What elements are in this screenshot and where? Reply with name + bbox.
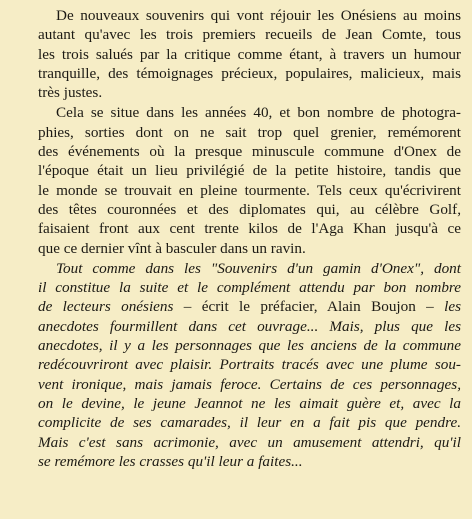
text-line: autant qu'avec les trois premiers recueils de Jean Comte, tous bbox=[38, 26, 461, 44]
text-line: il constitue la suite et le complément attendu par bon nombre bbox=[38, 279, 461, 297]
paragraph-context bbox=[20, 103, 461, 257]
text-line: se remémore les crasses qu'il leur a faites... bbox=[38, 452, 303, 470]
text-segment-italic: les bbox=[444, 298, 461, 316]
text-line: De nouveaux souvenirs qui vont réjouir les Onésiens au moins bbox=[56, 7, 461, 24]
text-line: très justes. bbox=[38, 84, 103, 102]
text-line: Tout comme dans les "Souvenirs d'un gamin d'Onex", dont bbox=[56, 259, 461, 277]
text-line: l'époque était un lieu privilégié de la petite histoire, tandis que bbox=[38, 162, 461, 180]
text-line: des têtes couronnées et des diplomates qui, au célèbre Golf, bbox=[38, 200, 461, 218]
paragraph-intro bbox=[20, 6, 461, 102]
paragraph-preface bbox=[20, 259, 461, 471]
text-line: anecdotes fourmillent dans cet ouvrage... Mais, plus que les bbox=[38, 317, 461, 335]
text-line-mixed bbox=[20, 297, 461, 316]
text-segment-roman: écrit le préfacier, Alain Boujon – bbox=[201, 298, 445, 316]
text-line: vent ironique, mais jamais feroce. Certains de ces personnages, bbox=[38, 375, 461, 393]
text-line: anecdotes, il y a les personnages que les anciens de la commune bbox=[38, 337, 461, 355]
text-line: faisaient front aux cent trente kilos de l'Aga Khan jusqu'à ce bbox=[38, 220, 461, 238]
text-line: les trois salués par la critique comme étant, à travers un humour bbox=[38, 45, 461, 63]
text-segment-italic: de lecteurs onésiens – bbox=[38, 298, 202, 316]
text-line: le monde se trouvait en pleine tourmente. Tels ceux qu'écrivirent bbox=[38, 181, 461, 199]
text-line: complicite de ses camarades, il leur en a fait pis que pendre. bbox=[38, 414, 461, 432]
text-line: on le devine, le jeune Jeannot ne les aimait guère et, avec la bbox=[38, 394, 461, 412]
text-line: des événements où la presque minuscule commune d'Onex de bbox=[38, 143, 461, 161]
text-line: phies, sorties dont on ne sait trop quel grenier, remémorent bbox=[38, 123, 461, 141]
text-line: Mais c'est sans acrimonie, avec un amusement attendri, qu'il bbox=[38, 433, 461, 451]
text-line: tranquille, des témoignages précieux, populaires, malicieux, mais bbox=[38, 64, 461, 82]
text-line: Cela se situe dans les années 40, et bon nombre de photogra- bbox=[56, 104, 461, 122]
text-line: redécouvriront avec plaisir. Portraits tracés avec une plume sou- bbox=[38, 356, 461, 374]
text-line: que ce dernier vînt à basculer dans un ravin. bbox=[38, 239, 306, 257]
